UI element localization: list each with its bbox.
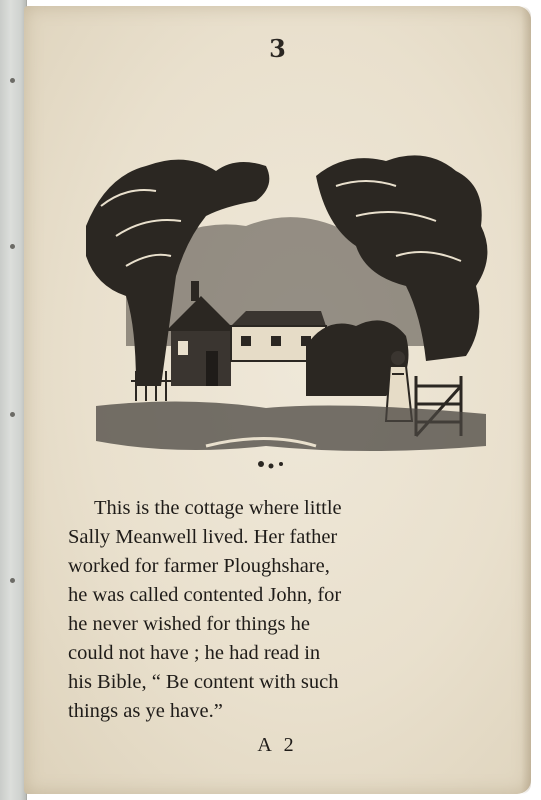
text-line: his Bible, “ Be content with such [68,671,339,693]
text-line: worked for farmer Ploughshare, [68,555,330,577]
page-edge-shadow [521,6,531,794]
book-page [24,6,531,794]
stitch-hole [10,578,15,583]
stitch-hole [10,244,15,249]
text-line: could not have ; he had read in [68,642,321,664]
cottage-woodcut-illustration [66,146,506,476]
text-line: he was called contented John, for [68,584,342,606]
text-line: This is the cottage where little [94,497,342,519]
stitch-hole [10,78,15,83]
text-line: he never wished for things he [68,613,310,635]
text-line: things as ye have.” [68,700,223,722]
page-number: 3 [269,34,286,63]
stitch-hole [10,412,15,417]
book-spine [0,0,27,800]
signature-mark: A 2 [257,734,298,756]
text-line: Sally Meanwell lived. Her father [68,526,338,548]
story-paragraph [68,494,498,726]
